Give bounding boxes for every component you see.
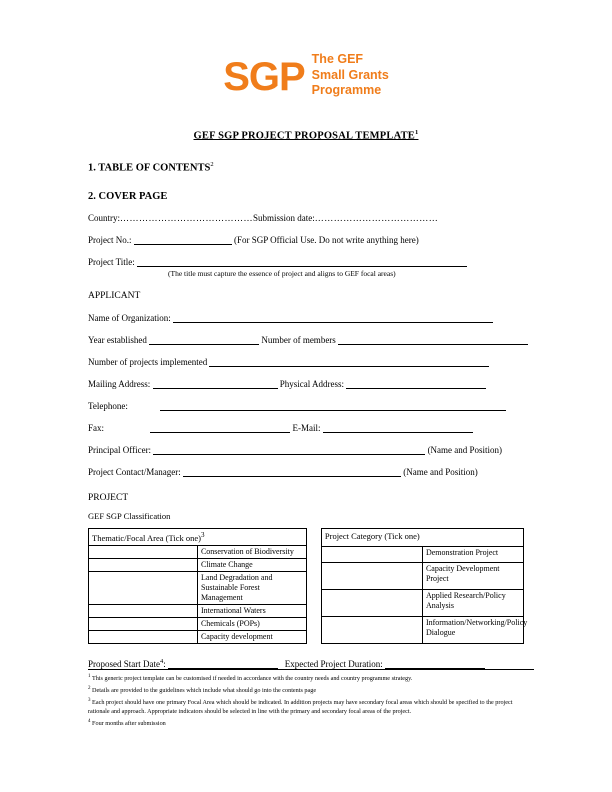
project-no-input[interactable] bbox=[134, 234, 232, 245]
proposed-start-date-colon: : bbox=[163, 659, 166, 670]
field-fax-email bbox=[88, 422, 524, 433]
project-contact-note: (Name and Position) bbox=[403, 466, 478, 477]
footnote-4-text: Four months after submission bbox=[92, 720, 166, 728]
thematic-label-5: Capacity development bbox=[197, 631, 306, 644]
section-applicant-label: APPLICANT bbox=[88, 290, 141, 301]
thematic-tick-cell-0[interactable] bbox=[89, 546, 198, 559]
submission-date-input[interactable]: ………………………………… bbox=[314, 212, 439, 223]
footnote-1-marker: 1 bbox=[88, 673, 91, 679]
footnote-4 bbox=[88, 718, 534, 729]
page-title bbox=[88, 129, 524, 142]
sgp-logo bbox=[88, 0, 524, 113]
proposed-start-date-label: Proposed Start Date bbox=[88, 659, 160, 670]
field-dates bbox=[88, 658, 524, 669]
start-date-footnote-marker: 4 bbox=[160, 658, 164, 666]
page-title-text: GEF SGP PROJECT PROPOSAL TEMPLATE bbox=[193, 130, 416, 142]
category-label-2: Applied Research/Policy Analysis bbox=[422, 589, 523, 616]
footnote-1-text: This generic project template can be customised if needed in accordance with the country needs and country programme strategy. bbox=[91, 674, 413, 682]
footnote-3-marker: 3 bbox=[88, 697, 91, 703]
section-applicant bbox=[88, 291, 524, 301]
table-header-row bbox=[89, 528, 307, 545]
section-project-label: PROJECT bbox=[88, 492, 129, 503]
thematic-tick-cell-4[interactable] bbox=[89, 618, 198, 631]
thematic-tick-cell-1[interactable] bbox=[89, 559, 198, 572]
project-contact-label: Project Contact/Manager: bbox=[88, 466, 181, 477]
name-of-organization-label: Name of Organization: bbox=[88, 312, 171, 323]
category-tick-cell-1[interactable] bbox=[321, 562, 422, 589]
section-project bbox=[88, 493, 524, 503]
physical-address-label: Physical Address: bbox=[279, 378, 344, 389]
number-of-projects-input[interactable] bbox=[209, 356, 489, 367]
year-established-label: Year established bbox=[88, 334, 147, 345]
section-cover-page bbox=[88, 191, 524, 202]
thematic-tick-cell-3[interactable] bbox=[89, 605, 198, 618]
project-contact-input[interactable] bbox=[183, 466, 401, 477]
number-of-members-label: Number of members bbox=[261, 334, 336, 345]
project-title-label: Project Title: bbox=[88, 256, 135, 267]
expected-duration-label: Expected Project Duration: bbox=[284, 659, 383, 670]
table-row[interactable] bbox=[321, 617, 523, 644]
footnote-2-text: Details are provided to the guidelines which include what should go into the contents page bbox=[92, 686, 317, 694]
field-name-of-organization bbox=[88, 312, 524, 323]
category-label-1: Capacity Development Project bbox=[422, 562, 523, 589]
section-cover-page-label: 2. COVER PAGE bbox=[88, 190, 168, 202]
submission-date-label: Submission date: bbox=[253, 212, 315, 223]
field-mailing-address bbox=[88, 378, 524, 389]
project-no-label: Project No.: bbox=[88, 234, 132, 245]
title-footnote-marker: 1 bbox=[415, 128, 419, 136]
thematic-tick-cell-5[interactable] bbox=[89, 631, 198, 644]
principal-officer-input[interactable] bbox=[153, 444, 425, 455]
project-category-table bbox=[321, 528, 528, 644]
footnote-4-marker: 4 bbox=[88, 718, 91, 724]
thematic-label-3: International Waters bbox=[197, 605, 306, 618]
fax-input[interactable] bbox=[150, 422, 290, 433]
sgp-logo-text bbox=[312, 52, 389, 99]
category-label-0: Demonstration Project bbox=[422, 547, 523, 562]
physical-address-input[interactable] bbox=[346, 378, 486, 389]
country-input[interactable]: …………………………………… bbox=[120, 212, 254, 223]
email-label: E-Mail: bbox=[292, 422, 321, 433]
field-telephone bbox=[88, 400, 524, 411]
table-row[interactable] bbox=[321, 589, 523, 616]
mailing-address-input[interactable] bbox=[153, 378, 278, 389]
project-title-input[interactable] bbox=[137, 256, 467, 267]
email-input[interactable] bbox=[323, 422, 473, 433]
number-of-projects-label: Number of projects implemented bbox=[88, 356, 208, 367]
mailing-address-label: Mailing Address: bbox=[88, 378, 151, 389]
thematic-table-header bbox=[89, 528, 307, 545]
table-row[interactable] bbox=[89, 572, 307, 605]
telephone-input[interactable] bbox=[160, 400, 506, 411]
footnotes bbox=[88, 669, 534, 730]
thematic-label-2: Land Degradation and Sustainable Forest Management bbox=[197, 572, 306, 605]
thematic-label-0: Conservation of Biodiversity bbox=[197, 546, 306, 559]
country-label: Country: bbox=[88, 212, 121, 223]
table-row[interactable] bbox=[89, 559, 307, 572]
field-project-no bbox=[88, 234, 524, 245]
category-tick-cell-2[interactable] bbox=[321, 589, 422, 616]
thematic-tick-cell-2[interactable] bbox=[89, 572, 198, 605]
classification-tables bbox=[88, 528, 528, 644]
thematic-label-4: Chemicals (POPs) bbox=[197, 618, 306, 631]
table-row[interactable] bbox=[89, 631, 307, 644]
category-label-3: Information/Networking/Policy Dialogue bbox=[422, 617, 523, 644]
proposed-start-date-input[interactable] bbox=[168, 658, 278, 669]
sgp-logo-line-2: Small Grants bbox=[311, 67, 389, 82]
thematic-header-footnote-marker: 3 bbox=[200, 530, 205, 539]
table-row[interactable] bbox=[89, 546, 307, 559]
section-table-of-contents bbox=[88, 161, 524, 174]
section-toc-label: 1. TABLE OF CONTENTS bbox=[88, 162, 211, 174]
field-principal-officer bbox=[88, 444, 524, 455]
category-tick-cell-0[interactable] bbox=[321, 547, 422, 562]
footnote-3-text: Each project should have one primary Focal Area which should be indicated. In addition projects may have secondary focal areas which should be specified to the project rationale and approach. Appropriate indicators should be selected in line with the primary and secondary focal areas of the project. bbox=[88, 698, 513, 715]
footnote-2-marker: 2 bbox=[88, 685, 91, 691]
category-tick-cell-3[interactable] bbox=[321, 617, 422, 644]
category-table-header: Project Category (Tick one) bbox=[321, 528, 523, 546]
field-number-of-projects bbox=[88, 356, 524, 367]
project-title-note: (The title must capture the essence of project and aligns to GEF focal areas) bbox=[168, 268, 396, 278]
telephone-label: Telephone: bbox=[88, 400, 128, 411]
table-row[interactable] bbox=[321, 562, 523, 589]
principal-officer-label: Principal Officer: bbox=[88, 444, 152, 455]
thematic-label-1: Climate Change bbox=[197, 559, 306, 572]
number-of-members-input[interactable] bbox=[338, 334, 528, 345]
sgp-logo-mark: SGP bbox=[223, 55, 305, 100]
field-project-title bbox=[88, 256, 524, 267]
thematic-focal-area-table bbox=[88, 528, 307, 644]
footnote-3 bbox=[88, 697, 534, 717]
toc-footnote-marker: 2 bbox=[210, 161, 214, 169]
expected-duration-input[interactable] bbox=[385, 658, 485, 669]
table-row[interactable] bbox=[89, 618, 307, 631]
name-of-organization-input[interactable] bbox=[173, 312, 493, 323]
table-header-row bbox=[321, 528, 523, 546]
table-row[interactable] bbox=[321, 547, 523, 562]
principal-officer-note: (Name and Position) bbox=[427, 444, 503, 455]
sgp-logo-line-3: Programme bbox=[311, 83, 382, 98]
table-row[interactable] bbox=[89, 605, 307, 618]
year-established-input[interactable] bbox=[149, 334, 259, 345]
footnote-1 bbox=[88, 673, 534, 684]
field-year-established bbox=[88, 334, 524, 345]
footnote-2 bbox=[88, 685, 534, 696]
classification-label: GEF SGP Classification bbox=[88, 510, 171, 521]
field-project-contact bbox=[88, 466, 524, 477]
thematic-table-header-text: Thematic/Focal Area (Tick one) bbox=[92, 532, 201, 543]
field-country bbox=[88, 213, 524, 223]
sgp-logo-line-1: The GEF bbox=[311, 52, 364, 66]
fax-label: Fax: bbox=[88, 422, 105, 433]
project-no-note: (For SGP Official Use. Do not write anything here) bbox=[234, 234, 419, 245]
